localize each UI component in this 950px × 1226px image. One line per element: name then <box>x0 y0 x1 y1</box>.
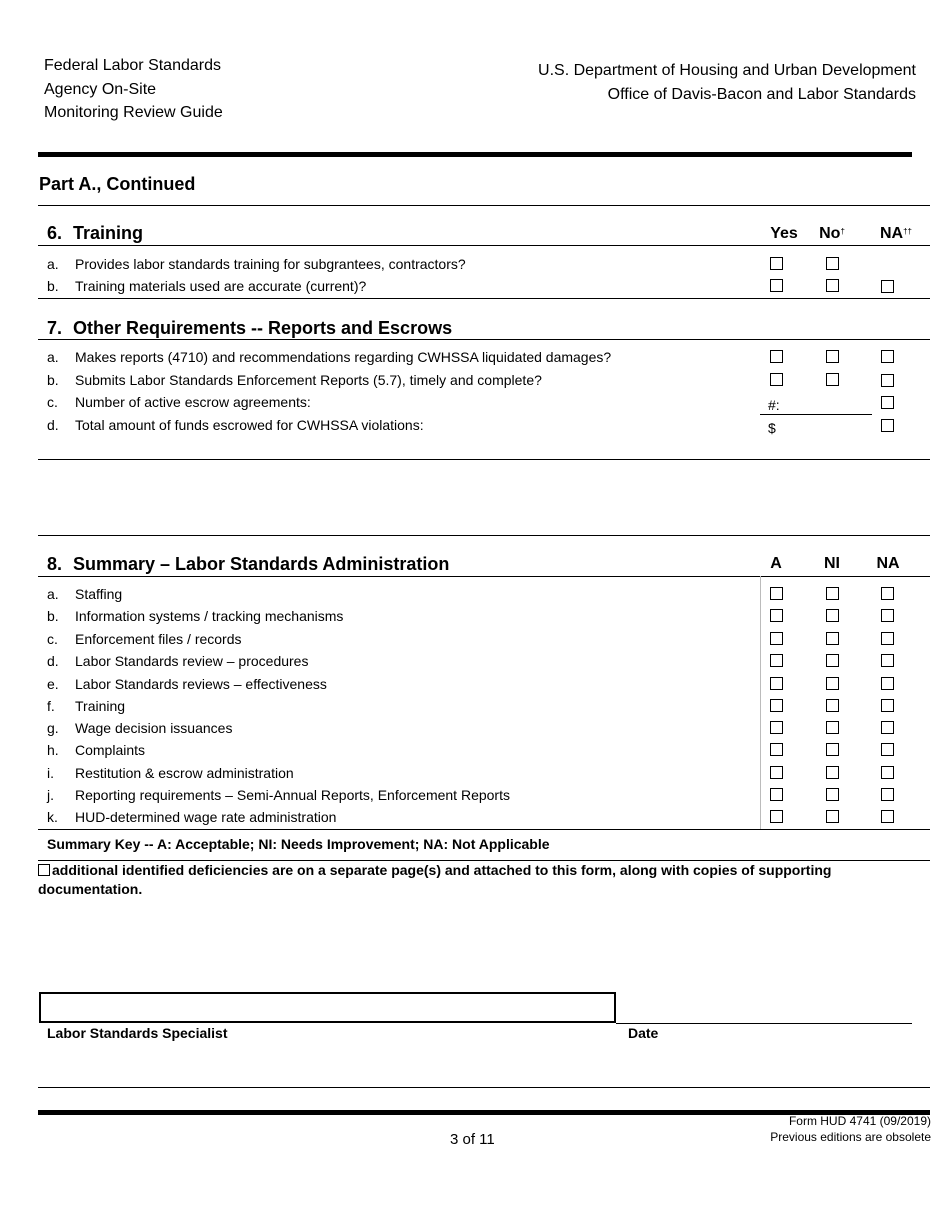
s7-row-d-letter: d. <box>47 417 59 433</box>
s8-row-text: Complaints <box>75 742 146 758</box>
s8-row-text: HUD-determined wage rate administration <box>75 809 337 825</box>
section-6-bottom-rule <box>38 298 930 299</box>
header-right-line-1: U.S. Department of Housing and Urban Development <box>538 62 916 79</box>
s6-row-b-letter: b. <box>47 278 59 294</box>
form-identifier <box>770 1114 931 1145</box>
s8-row-letter: f. <box>47 698 55 714</box>
section-7-bottom-rule <box>38 459 930 460</box>
signature-bottom-rule <box>38 1087 930 1088</box>
s8-row-e-ni-checkbox[interactable] <box>826 677 839 690</box>
section-8-title-text: Summary – Labor Standards Administration <box>73 554 450 574</box>
summary-column-divider <box>760 576 761 829</box>
s8-row-letter: d. <box>47 653 59 669</box>
s8-row-i-acceptable-checkbox[interactable] <box>770 766 783 779</box>
s8-row-f-na-checkbox[interactable] <box>881 699 894 712</box>
header-right-line-2: Office of Davis-Bacon and Labor Standards <box>607 85 916 103</box>
s7-row-b-text: Submits Labor Standards Enforcement Reports (5.7), timely and complete? <box>75 372 542 388</box>
s8-row-text: Information systems / tracking mechanisms <box>75 608 344 624</box>
summary-key: Summary Key -- A: Acceptable; NI: Needs Improvement; NA: Not Applicable <box>47 836 550 852</box>
s7-row-d-text: Total amount of funds escrowed for CWHSSA violations: <box>75 417 424 433</box>
date-signature-line <box>616 1023 912 1024</box>
s7-row-b-letter: b. <box>47 372 59 388</box>
s8-row-d-acceptable-checkbox[interactable] <box>770 654 783 667</box>
s7-row-a-text: Makes reports (4710) and recommendations regarding CWHSSA liquidated damages? <box>75 349 612 365</box>
col-header-no <box>812 225 852 243</box>
s8-row-b-na-checkbox[interactable] <box>881 609 894 622</box>
escrow-count-field[interactable] <box>760 414 872 415</box>
specialist-label: Labor Standards Specialist <box>47 1025 228 1041</box>
part-divider <box>38 205 930 206</box>
header-left-line-1: Federal Labor Standards <box>44 57 221 74</box>
s6-row-a-text: Provides labor standards training for subgrantees, contractors? <box>75 256 466 272</box>
s6-row-a-letter: a. <box>47 256 59 272</box>
section-7-title-text: Other Requirements -- Reports and Escrows <box>73 318 453 338</box>
department-title <box>538 59 916 106</box>
section-6-number: 6. <box>47 223 63 243</box>
s8-row-letter: e. <box>47 676 59 692</box>
section-7-rule <box>38 339 930 340</box>
form-id: Form HUD 4741 (09/2019) <box>788 1114 931 1128</box>
section-6-title <box>47 223 143 244</box>
section-7-number: 7. <box>47 318 63 338</box>
s7-row-c-letter: c. <box>47 394 58 410</box>
s7-row-b-na-checkbox[interactable] <box>881 374 894 387</box>
s7-row-c-text: Number of active escrow agreements: <box>75 394 311 410</box>
section-8-top-rule <box>38 535 930 536</box>
s8-row-text: Restitution & escrow administration <box>75 765 294 781</box>
s8-row-i-ni-checkbox[interactable] <box>826 766 839 779</box>
section-8-number: 8. <box>47 554 63 574</box>
section-8-title <box>47 554 449 575</box>
s8-row-j-na-checkbox[interactable] <box>881 788 894 801</box>
s8-row-e-na-checkbox[interactable] <box>881 677 894 690</box>
header-divider <box>38 152 912 157</box>
s7-row-d-na-checkbox[interactable] <box>881 419 894 432</box>
s8-row-letter: h. <box>47 742 59 758</box>
specialist-signature-field[interactable] <box>39 992 616 1023</box>
s6-row-b-yes-checkbox[interactable] <box>770 279 783 292</box>
s6-row-b-text: Training materials used are accurate (current)? <box>75 278 367 294</box>
s8-row-text: Labor Standards review – procedures <box>75 653 309 669</box>
s8-row-letter: k. <box>47 809 58 825</box>
col-header-na <box>876 225 916 243</box>
s8-row-f-acceptable-checkbox[interactable] <box>770 699 783 712</box>
s6-row-b-na-checkbox[interactable] <box>881 280 894 293</box>
s7-row-b-no-checkbox[interactable] <box>826 373 839 386</box>
s8-row-j-ni-checkbox[interactable] <box>826 788 839 801</box>
s8-row-b-acceptable-checkbox[interactable] <box>770 609 783 622</box>
escrow-amount-field[interactable] <box>760 437 872 438</box>
s7-row-a-letter: a. <box>47 349 59 365</box>
s8-row-a-na-checkbox[interactable] <box>881 587 894 600</box>
s6-row-a-no-checkbox[interactable] <box>826 257 839 270</box>
deficiency-note <box>38 861 858 899</box>
header-left-line-3: Monitoring Review Guide <box>44 104 223 121</box>
s8-row-text: Enforcement files / records <box>75 631 242 647</box>
deficiency-note-text: additional identified deficiencies are on a separate page(s) and attached to this form, along with copies of supporting documentation. <box>38 862 832 897</box>
s8-row-letter: a. <box>47 586 59 602</box>
col-header-no-mark: † <box>840 227 845 236</box>
col-header-ni: NI <box>824 555 840 572</box>
s6-row-b-no-checkbox[interactable] <box>826 279 839 292</box>
s8-row-h-acceptable-checkbox[interactable] <box>770 743 783 756</box>
agency-guide-title <box>44 54 223 125</box>
s8-row-b-ni-checkbox[interactable] <box>826 609 839 622</box>
s8-row-text: Wage decision issuances <box>75 720 233 736</box>
col-header-na-text: NA <box>879 225 904 242</box>
s8-row-text: Staffing <box>75 586 123 602</box>
s8-row-k-acceptable-checkbox[interactable] <box>770 810 783 823</box>
s7-row-c-na-checkbox[interactable] <box>881 396 894 409</box>
s7-row-a-no-checkbox[interactable] <box>826 350 839 363</box>
section-6-title-text: Training <box>73 223 144 243</box>
escrow-amount-label: $ <box>768 420 776 436</box>
s8-row-letter: c. <box>47 631 58 647</box>
s8-row-g-ni-checkbox[interactable] <box>826 721 839 734</box>
s8-row-letter: i. <box>47 765 54 781</box>
s8-row-letter: g. <box>47 720 59 736</box>
s8-row-f-ni-checkbox[interactable] <box>826 699 839 712</box>
s8-row-h-ni-checkbox[interactable] <box>826 743 839 756</box>
s8-row-e-acceptable-checkbox[interactable] <box>770 677 783 690</box>
s8-row-text: Reporting requirements – Semi-Annual Reports, Enforcement Reports <box>75 787 510 803</box>
s7-row-b-yes-checkbox[interactable] <box>770 373 783 386</box>
s8-row-c-acceptable-checkbox[interactable] <box>770 632 783 645</box>
escrow-count-label: #: <box>768 397 780 413</box>
s8-row-d-ni-checkbox[interactable] <box>826 654 839 667</box>
section-6-rule <box>38 245 930 246</box>
summary-key-top-rule <box>38 829 930 830</box>
part-title: Part A., Continued <box>39 174 196 194</box>
deficiency-checkbox[interactable] <box>38 864 50 876</box>
editions-note: Previous editions are obsolete <box>770 1129 931 1144</box>
s8-row-text: Training <box>75 698 126 714</box>
s8-row-a-acceptable-checkbox[interactable] <box>770 587 783 600</box>
s7-row-a-yes-checkbox[interactable] <box>770 350 783 363</box>
s8-row-g-acceptable-checkbox[interactable] <box>770 721 783 734</box>
s8-row-c-ni-checkbox[interactable] <box>826 632 839 645</box>
s8-row-d-na-checkbox[interactable] <box>881 654 894 667</box>
header-left-line-2: Agency On-Site <box>44 80 157 98</box>
section-8-rule <box>38 576 930 577</box>
s8-row-j-acceptable-checkbox[interactable] <box>770 788 783 801</box>
page-number: 3 of 11 <box>450 1131 495 1148</box>
s8-row-g-na-checkbox[interactable] <box>881 721 894 734</box>
col-header-na-summary: NA <box>876 555 900 572</box>
s8-row-c-na-checkbox[interactable] <box>881 632 894 645</box>
date-label: Date <box>628 1025 659 1041</box>
s7-row-a-na-checkbox[interactable] <box>881 350 894 363</box>
s6-row-a-yes-checkbox[interactable] <box>770 257 783 270</box>
s8-row-k-na-checkbox[interactable] <box>881 810 894 823</box>
col-header-na-mark: †† <box>903 227 912 236</box>
s8-row-letter: b. <box>47 608 59 624</box>
col-header-a: A <box>770 555 782 572</box>
s8-row-letter: j. <box>47 787 54 803</box>
section-7-title <box>47 318 452 339</box>
s8-row-i-na-checkbox[interactable] <box>881 766 894 779</box>
s8-row-k-ni-checkbox[interactable] <box>826 810 839 823</box>
s8-row-a-ni-checkbox[interactable] <box>826 587 839 600</box>
s8-row-h-na-checkbox[interactable] <box>881 743 894 756</box>
col-header-no-text: No <box>819 225 841 242</box>
col-header-yes: Yes <box>770 225 798 242</box>
s8-row-text: Labor Standards reviews – effectiveness <box>75 676 327 692</box>
